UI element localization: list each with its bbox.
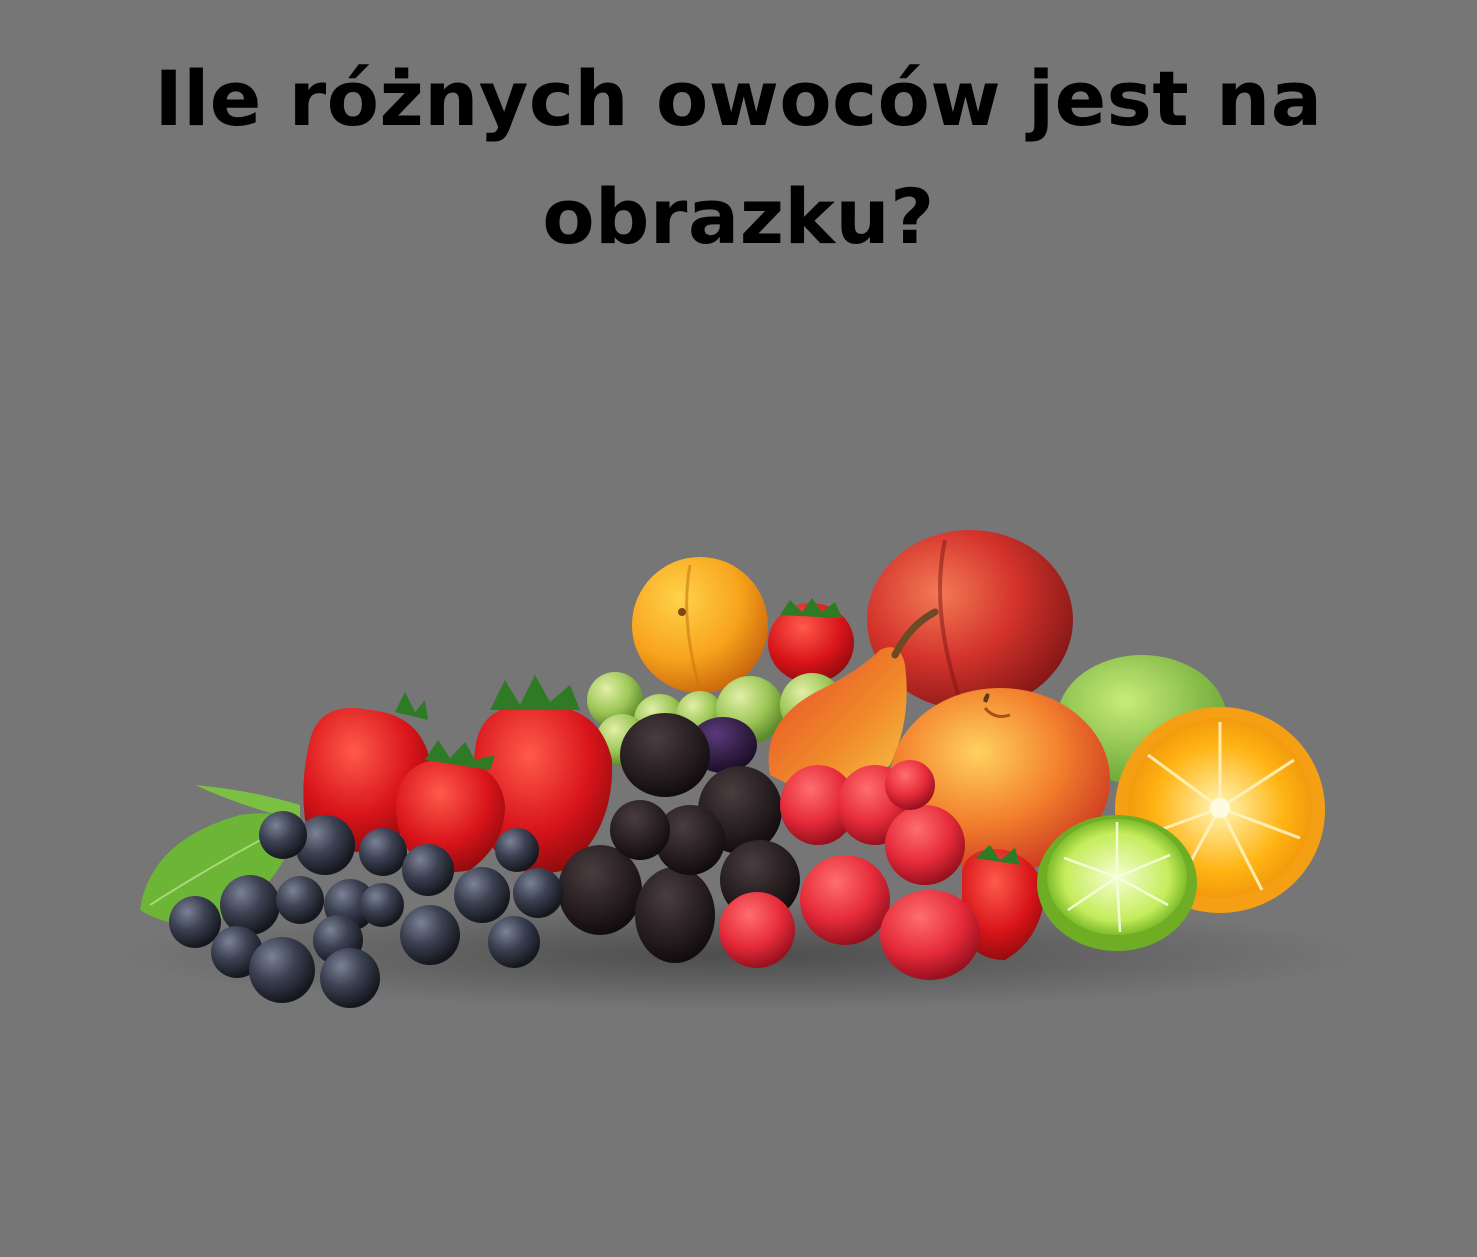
title-line-1: Ile różnych owoców jest na [154,54,1323,143]
apricot [632,557,768,693]
lime-half [1037,815,1197,951]
title-line-2: obrazku? [542,172,935,261]
strawberry-back [768,598,854,683]
